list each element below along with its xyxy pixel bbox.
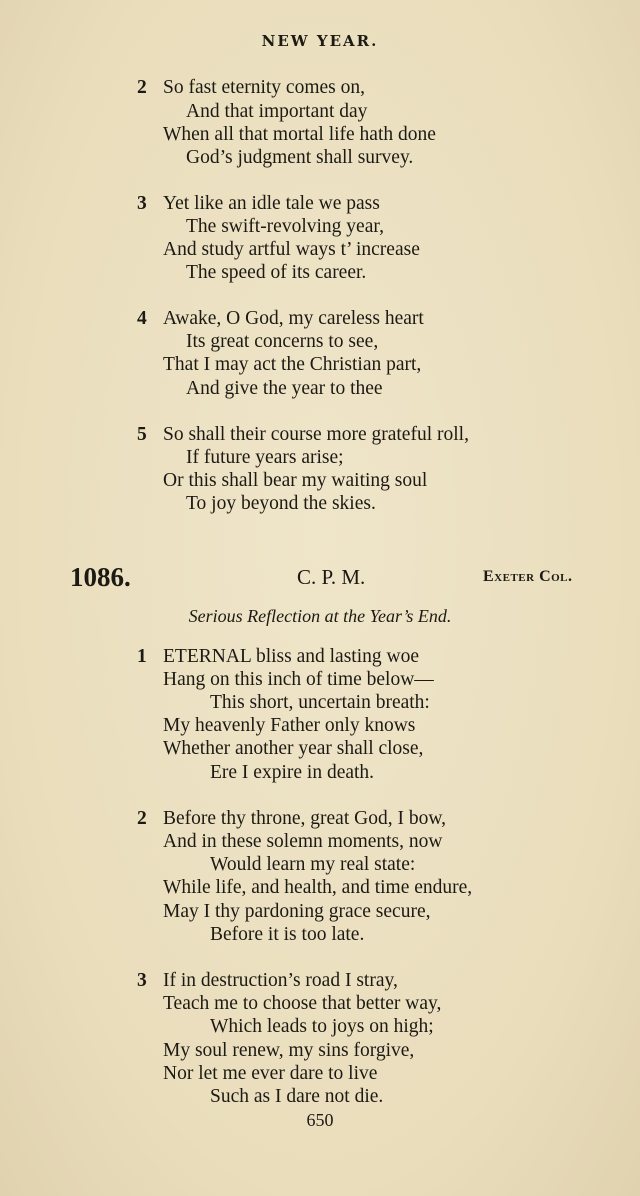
verse-line: Whether another year shall close, <box>163 738 424 759</box>
verse-line: When all that mortal life hath done <box>163 124 436 145</box>
verse-number: 1 <box>137 646 147 667</box>
verse-line: If in destruction’s road I stray, <box>163 970 398 991</box>
verse-line: If future years arise; <box>186 447 344 468</box>
verse-line: Before it is too late. <box>210 924 365 945</box>
verse-line: To joy beyond the skies. <box>186 493 376 514</box>
verse-number: 3 <box>137 970 147 991</box>
verse-line: Which leads to joys on high; <box>210 1016 434 1037</box>
page-number: 650 <box>306 1110 334 1130</box>
hymn-title: Serious Reflection at the Year’s End. <box>188 606 452 626</box>
verse-line: Teach me to choose that better way, <box>163 993 442 1014</box>
verse-line: Would learn my real state: <box>210 854 416 875</box>
verse-line: Nor let me ever dare to live <box>163 1063 378 1084</box>
verse-line: Ere I expire in death. <box>210 762 375 783</box>
verse-line: Hang on this inch of time below— <box>163 669 434 690</box>
verse-line: Such as I dare not die. <box>210 1086 384 1107</box>
verse-number: 5 <box>137 424 147 445</box>
verse-line: Yet like an idle tale we pass <box>163 193 380 214</box>
verse-line: Or this shall bear my waiting soul <box>163 470 428 491</box>
verse-line: Before thy throne, great God, I bow, <box>163 808 447 829</box>
verse-number: 4 <box>137 308 147 329</box>
verse-line: And that important day <box>186 101 368 122</box>
verse-line: Awake, O God, my careless heart <box>163 308 424 329</box>
hymn-meter: C. P. M. <box>297 565 366 589</box>
verse-line: My soul renew, my sins forgive, <box>163 1040 415 1061</box>
hymn-tune: Exeter Col. <box>483 568 573 585</box>
verse-line: So shall their course more grateful roll, <box>163 424 469 445</box>
verse-line: And give the year to thee <box>186 378 383 399</box>
verse-line: Its great concerns to see, <box>186 331 379 352</box>
verse-line: My heavenly Father only knows <box>163 715 416 736</box>
verse-line: ETERNAL bliss and lasting woe <box>163 646 419 667</box>
verse-number: 2 <box>137 77 147 98</box>
hymn-number: 1086. <box>70 562 131 592</box>
verse-line: So fast eternity comes on, <box>163 77 365 98</box>
verse-number: 2 <box>137 808 147 829</box>
verse-line: The speed of its career. <box>186 262 367 283</box>
verse-line: God’s judgment shall survey. <box>186 147 414 168</box>
running-head: NEW YEAR. <box>261 32 379 50</box>
verse-line: That I may act the Christian part, <box>163 354 422 375</box>
verse-line: While life, and health, and time endure, <box>163 877 473 898</box>
verse-line: And study artful ways t’ increase <box>163 239 420 260</box>
verse-line: And in these solemn moments, now <box>163 831 443 852</box>
verse-line: This short, uncertain breath: <box>210 692 430 713</box>
verse-line: May I thy pardoning grace secure, <box>163 901 431 922</box>
verse-number: 3 <box>137 193 147 214</box>
verse-line: The swift-revolving year, <box>186 216 384 237</box>
